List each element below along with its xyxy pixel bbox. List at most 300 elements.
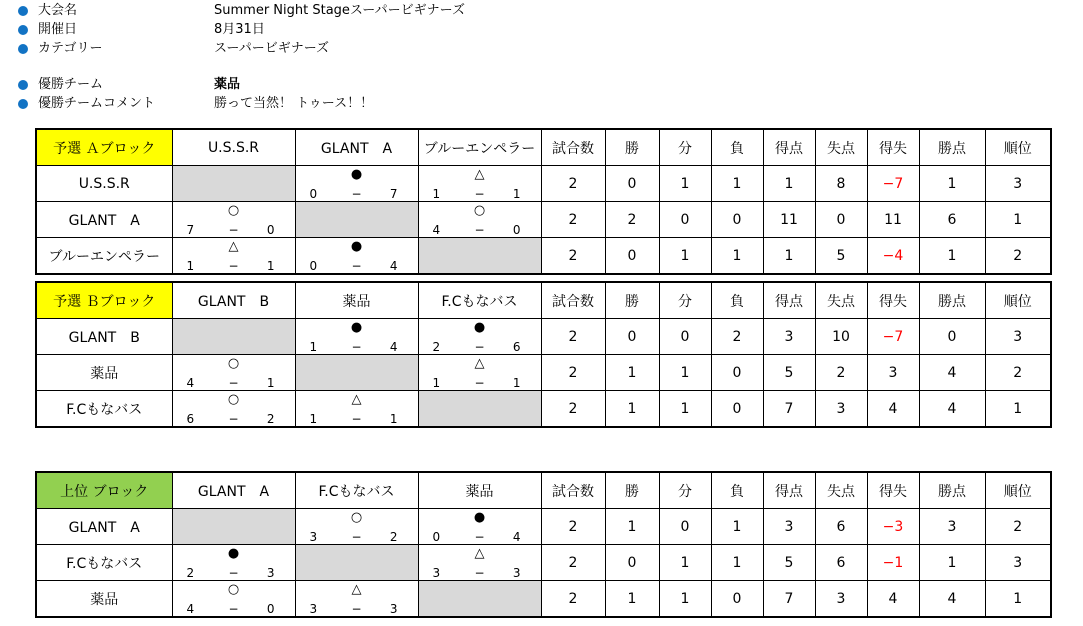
stat-header-text: 負 [730, 293, 744, 310]
stat-value-text: −1 [882, 554, 904, 571]
stat-value-text: 7 [784, 400, 794, 417]
stat-header [711, 282, 763, 319]
stat-header [919, 282, 985, 319]
score-for: 0 [309, 187, 318, 201]
stat-value [659, 238, 711, 275]
team-header-text: 薬品 [342, 293, 371, 310]
header-row [36, 282, 1051, 319]
match-result [418, 355, 541, 391]
stat-value-text: 1 [947, 554, 957, 571]
score-against: 1 [389, 412, 398, 426]
score-for: 7 [186, 223, 195, 237]
score-separator: − [474, 187, 485, 201]
stat-value [815, 509, 867, 545]
result-mark: ○ [227, 203, 240, 218]
stat-value [867, 581, 919, 618]
match-result [172, 391, 295, 428]
score-against: 6 [512, 340, 521, 354]
score-for: 1 [432, 376, 441, 390]
team-name [36, 581, 172, 618]
stat-value-text: 0 [680, 328, 690, 345]
stat-value [985, 545, 1051, 581]
stat-header-text: 勝 [625, 293, 639, 310]
block-name [36, 129, 172, 166]
stat-value [605, 391, 659, 428]
score-for: 0 [309, 259, 318, 273]
info-label: 優勝チーム [38, 77, 104, 92]
stat-header [815, 129, 867, 166]
stat-value-text: 3 [1013, 328, 1023, 345]
stat-value-text: 2 [568, 554, 578, 571]
stat-value [919, 581, 985, 618]
score-against: 1 [266, 259, 275, 273]
stat-header [763, 129, 815, 166]
score-against: 7 [389, 187, 398, 201]
stat-value [867, 166, 919, 202]
self-match-cell [172, 319, 295, 355]
score-for: 1 [186, 259, 195, 273]
team-name-text: ブルーエンペラー [48, 248, 160, 265]
stat-value-text: 1 [680, 590, 690, 607]
stat-value-text: 3 [1013, 554, 1023, 571]
stat-header-text: 負 [730, 140, 744, 157]
stat-value [763, 355, 815, 391]
score-separator: − [351, 412, 362, 426]
stat-value-text: 1 [627, 590, 637, 607]
team-header [295, 282, 418, 319]
stat-value [763, 509, 815, 545]
stat-value-text: 1 [680, 400, 690, 417]
stat-value-text: 1 [627, 400, 637, 417]
team-name [36, 238, 172, 275]
stat-value-text: 2 [1013, 247, 1023, 264]
stat-header [867, 282, 919, 319]
block-name-text: 予選 Ｂブロック [53, 293, 156, 310]
stat-header [985, 129, 1051, 166]
score-separator: − [351, 602, 362, 616]
block-name [36, 472, 172, 509]
stat-header [815, 472, 867, 509]
stat-value [605, 238, 659, 275]
stat-value-text: 2 [568, 518, 578, 535]
stat-value-text: 1 [680, 364, 690, 381]
stat-header-text: 得失 [879, 140, 907, 157]
stat-header-text: 分 [678, 293, 692, 310]
stat-value [541, 391, 605, 428]
score-for: 4 [432, 223, 441, 237]
match-result [418, 319, 541, 355]
stat-value [605, 166, 659, 202]
stat-header [659, 129, 711, 166]
table-row [36, 238, 1051, 275]
score-for: 3 [432, 566, 441, 580]
stat-value-text: 4 [947, 364, 957, 381]
team-name-text: F.Cもなバス [66, 401, 143, 418]
match-result [295, 166, 418, 202]
stat-value-text: 3 [836, 590, 846, 607]
stat-value [985, 391, 1051, 428]
self-match-cell [295, 202, 418, 238]
stat-value [605, 355, 659, 391]
stat-value [985, 202, 1051, 238]
match-result [295, 238, 418, 275]
score-against: 2 [266, 412, 275, 426]
score-separator: − [474, 530, 485, 544]
stat-value [711, 319, 763, 355]
stat-value [985, 581, 1051, 618]
info-label: カテゴリー [38, 41, 103, 56]
match-result [295, 319, 418, 355]
result-mark: ○ [350, 510, 363, 525]
team-header [172, 129, 295, 166]
self-match-cell [295, 355, 418, 391]
stat-value [711, 166, 763, 202]
stat-value [541, 581, 605, 618]
self-match-cell [418, 581, 541, 618]
stat-value-text: 1 [732, 554, 742, 571]
stat-header-text: 失点 [827, 483, 855, 500]
score-for: 3 [309, 530, 318, 544]
match-result [418, 166, 541, 202]
team-header [295, 472, 418, 509]
block-table [35, 281, 1052, 428]
stat-value-text: 0 [680, 211, 690, 228]
result-mark: ○ [227, 356, 240, 371]
stat-header [867, 472, 919, 509]
result-mark: △ [228, 239, 239, 254]
stat-value [711, 545, 763, 581]
match-result [418, 509, 541, 545]
score-against: 4 [389, 340, 398, 354]
stat-value-text: 3 [784, 328, 794, 345]
score-separator: − [228, 412, 239, 426]
team-name-text: F.Cもなバス [66, 555, 143, 572]
score-separator: − [474, 566, 485, 580]
stat-value [815, 391, 867, 428]
team-header [172, 472, 295, 509]
info-value: 薬品 [214, 77, 241, 92]
score-for: 4 [186, 376, 195, 390]
stat-value-text: 6 [836, 518, 846, 535]
score-against: 4 [389, 259, 398, 273]
table-row [36, 391, 1051, 428]
stat-value-text: 4 [888, 590, 898, 607]
stat-value [815, 319, 867, 355]
team-name-text: GLANT A [68, 212, 140, 229]
score-against: 3 [512, 566, 521, 580]
score-for: 1 [309, 340, 318, 354]
stat-header [711, 129, 763, 166]
match-result [295, 581, 418, 618]
stat-header-text: 順位 [1003, 483, 1032, 500]
stat-value-text: 3 [888, 364, 898, 381]
score-separator: − [351, 187, 362, 201]
table-row [36, 581, 1051, 618]
stat-value [815, 581, 867, 618]
match-result [418, 545, 541, 581]
stat-header-text: 勝点 [938, 293, 966, 310]
result-mark: △ [474, 356, 485, 371]
stat-header [985, 282, 1051, 319]
result-mark: △ [474, 167, 485, 182]
table-row [36, 319, 1051, 355]
stat-value [985, 238, 1051, 275]
team-header-text: F.Cもなバス [441, 293, 518, 310]
stat-value [867, 319, 919, 355]
stat-header [541, 282, 605, 319]
team-name-text: GLANT A [68, 519, 140, 536]
stat-header-text: 得失 [879, 483, 907, 500]
self-match-cell [172, 509, 295, 545]
stat-value [659, 202, 711, 238]
stat-value-text: 0 [947, 328, 957, 345]
stat-header [659, 282, 711, 319]
stat-header-text: 順位 [1003, 140, 1032, 157]
stat-value [763, 238, 815, 275]
stat-header [815, 282, 867, 319]
stat-value [763, 319, 815, 355]
stat-value-text: 2 [568, 590, 578, 607]
stat-value [867, 545, 919, 581]
team-name [36, 391, 172, 428]
stat-header-text: 試合数 [552, 293, 594, 310]
match-result [172, 545, 295, 581]
bullet-icon [18, 6, 28, 16]
score-against: 2 [389, 530, 398, 544]
match-result [172, 238, 295, 275]
info-value: Summer Night Stageスーパービギナーズ [214, 3, 465, 18]
team-header [418, 129, 541, 166]
stat-value [919, 545, 985, 581]
stat-value [541, 545, 605, 581]
bullet-icon [18, 80, 28, 90]
stat-header [985, 472, 1051, 509]
stat-header [867, 129, 919, 166]
stat-header [711, 472, 763, 509]
info-label: 優勝チームコメント [38, 96, 156, 111]
team-header-text: 薬品 [465, 483, 494, 500]
table-row [36, 355, 1051, 391]
block-name [36, 282, 172, 319]
team-header [172, 282, 295, 319]
stat-header-text: 勝 [625, 140, 639, 157]
stat-value-text: 1 [784, 175, 794, 192]
stat-value [605, 545, 659, 581]
match-result [172, 581, 295, 618]
block-name-text: 予選 Ａブロック [53, 140, 156, 157]
stat-header-text: 順位 [1003, 293, 1032, 310]
team-header [295, 129, 418, 166]
match-result [172, 355, 295, 391]
stat-value-text: 5 [784, 364, 794, 381]
stat-header-text: 分 [678, 140, 692, 157]
stat-value-text: 11 [780, 211, 798, 228]
stat-value-text: 0 [732, 211, 742, 228]
bullet-icon [18, 25, 28, 35]
stat-value [763, 581, 815, 618]
team-header-text: U.S.S.R [207, 139, 260, 156]
block-table [35, 128, 1052, 275]
stat-value [541, 319, 605, 355]
info-value: 8月31日 [214, 22, 265, 37]
stat-header [919, 129, 985, 166]
stat-header [763, 282, 815, 319]
stat-value [711, 391, 763, 428]
info-value: 勝って当然！ トゥース！！ [214, 96, 374, 111]
stat-header-text: 失点 [827, 140, 855, 157]
bullet-icon [18, 44, 28, 54]
stat-value [541, 355, 605, 391]
result-mark: ● [350, 320, 363, 335]
stat-header-text: 得失 [879, 293, 907, 310]
header-row [36, 472, 1051, 509]
stat-value [919, 509, 985, 545]
score-for: 0 [432, 530, 441, 544]
stat-header [605, 129, 659, 166]
self-match-cell [418, 238, 541, 275]
stat-value-text: 1 [680, 247, 690, 264]
stat-value [711, 509, 763, 545]
score-against: 1 [266, 376, 275, 390]
stat-value [985, 355, 1051, 391]
stat-value [919, 391, 985, 428]
stat-value-text: 0 [627, 247, 637, 264]
score-separator: − [228, 602, 239, 616]
stat-value-text: 0 [627, 554, 637, 571]
stat-value [541, 202, 605, 238]
self-match-cell [295, 545, 418, 581]
stat-value-text: 0 [627, 328, 637, 345]
stat-value-text: 4 [888, 400, 898, 417]
stat-value [605, 202, 659, 238]
team-header-text: GLANT A [197, 483, 270, 500]
stat-value-text: 4 [947, 590, 957, 607]
stat-value [659, 319, 711, 355]
stat-value-text: 1 [732, 175, 742, 192]
stat-value-text: 1 [732, 518, 742, 535]
self-match-cell [172, 166, 295, 202]
team-name [36, 355, 172, 391]
score-separator: − [351, 530, 362, 544]
self-match-cell [418, 391, 541, 428]
stat-value-text: 1 [1013, 590, 1023, 607]
result-mark: ● [227, 546, 240, 561]
stat-value-text: 2 [568, 400, 578, 417]
team-header-text: ブルーエンペラー [423, 140, 536, 157]
stat-value-text: 1 [732, 247, 742, 264]
stat-value [867, 238, 919, 275]
stat-value [711, 581, 763, 618]
stat-value [815, 202, 867, 238]
result-mark: △ [351, 392, 362, 407]
team-name-text: 薬品 [90, 591, 119, 608]
stat-value [711, 202, 763, 238]
stat-value-text: 0 [732, 590, 742, 607]
stat-value-text: 1 [1013, 400, 1023, 417]
stat-value-text: 6 [947, 211, 957, 228]
stat-value [867, 509, 919, 545]
team-name [36, 509, 172, 545]
stat-value-text: 4 [947, 400, 957, 417]
score-for: 3 [309, 602, 318, 616]
stat-value-text: 1 [680, 175, 690, 192]
stat-value-text: 0 [836, 211, 846, 228]
match-result [295, 391, 418, 428]
match-result [418, 202, 541, 238]
score-for: 2 [432, 340, 441, 354]
stat-value-text: 0 [732, 364, 742, 381]
stat-value-text: 3 [1013, 175, 1023, 192]
stat-value [985, 509, 1051, 545]
stat-value-text: 2 [568, 175, 578, 192]
stat-value-text: 2 [836, 364, 846, 381]
stat-value-text: 2 [568, 328, 578, 345]
stat-value [541, 238, 605, 275]
stat-value-text: 5 [836, 247, 846, 264]
result-mark: ● [350, 167, 363, 182]
stat-value [919, 202, 985, 238]
stat-value-text: 1 [947, 247, 957, 264]
stat-header-text: 試合数 [552, 140, 594, 157]
stat-value-text: 11 [884, 211, 902, 228]
stat-value [659, 545, 711, 581]
block-name-text: 上位 ブロック [60, 483, 149, 500]
stat-value [815, 166, 867, 202]
block-table [35, 471, 1052, 618]
score-separator: − [228, 223, 239, 237]
stat-value-text: −7 [882, 328, 904, 345]
stat-value-text: 0 [680, 518, 690, 535]
stat-value [763, 202, 815, 238]
stat-value-text: 5 [784, 554, 794, 571]
team-header-text: GLANT B [197, 293, 270, 310]
stat-value-text: 1 [627, 364, 637, 381]
table-row [36, 202, 1051, 238]
score-against: 0 [266, 602, 275, 616]
score-against: 1 [512, 376, 521, 390]
stat-value [919, 166, 985, 202]
info-label: 大会名 [38, 3, 78, 18]
result-mark: ● [473, 320, 486, 335]
team-name-text: GLANT B [68, 329, 140, 346]
stat-header-text: 勝点 [938, 140, 966, 157]
stat-value [605, 581, 659, 618]
team-header-text: GLANT A [320, 140, 393, 157]
team-name [36, 319, 172, 355]
stat-value [659, 391, 711, 428]
stat-value-text: 2 [568, 211, 578, 228]
stat-value-text: 2 [1013, 518, 1023, 535]
stat-value-text: 3 [947, 518, 957, 535]
stat-header-text: 失点 [827, 293, 855, 310]
stat-value [985, 319, 1051, 355]
stat-value [541, 166, 605, 202]
score-for: 6 [186, 412, 195, 426]
score-separator: − [228, 259, 239, 273]
stat-value [659, 581, 711, 618]
table-row [36, 509, 1051, 545]
stat-value-text: 1 [947, 175, 957, 192]
stat-value [985, 166, 1051, 202]
result-mark: △ [351, 582, 362, 597]
stat-value-text: 3 [836, 400, 846, 417]
stat-value [763, 545, 815, 581]
stat-header-text: 試合数 [552, 483, 594, 500]
stat-header-text: 得点 [775, 483, 803, 500]
info-label: 開催日 [38, 22, 78, 37]
score-against: 4 [512, 530, 521, 544]
stat-header [763, 472, 815, 509]
